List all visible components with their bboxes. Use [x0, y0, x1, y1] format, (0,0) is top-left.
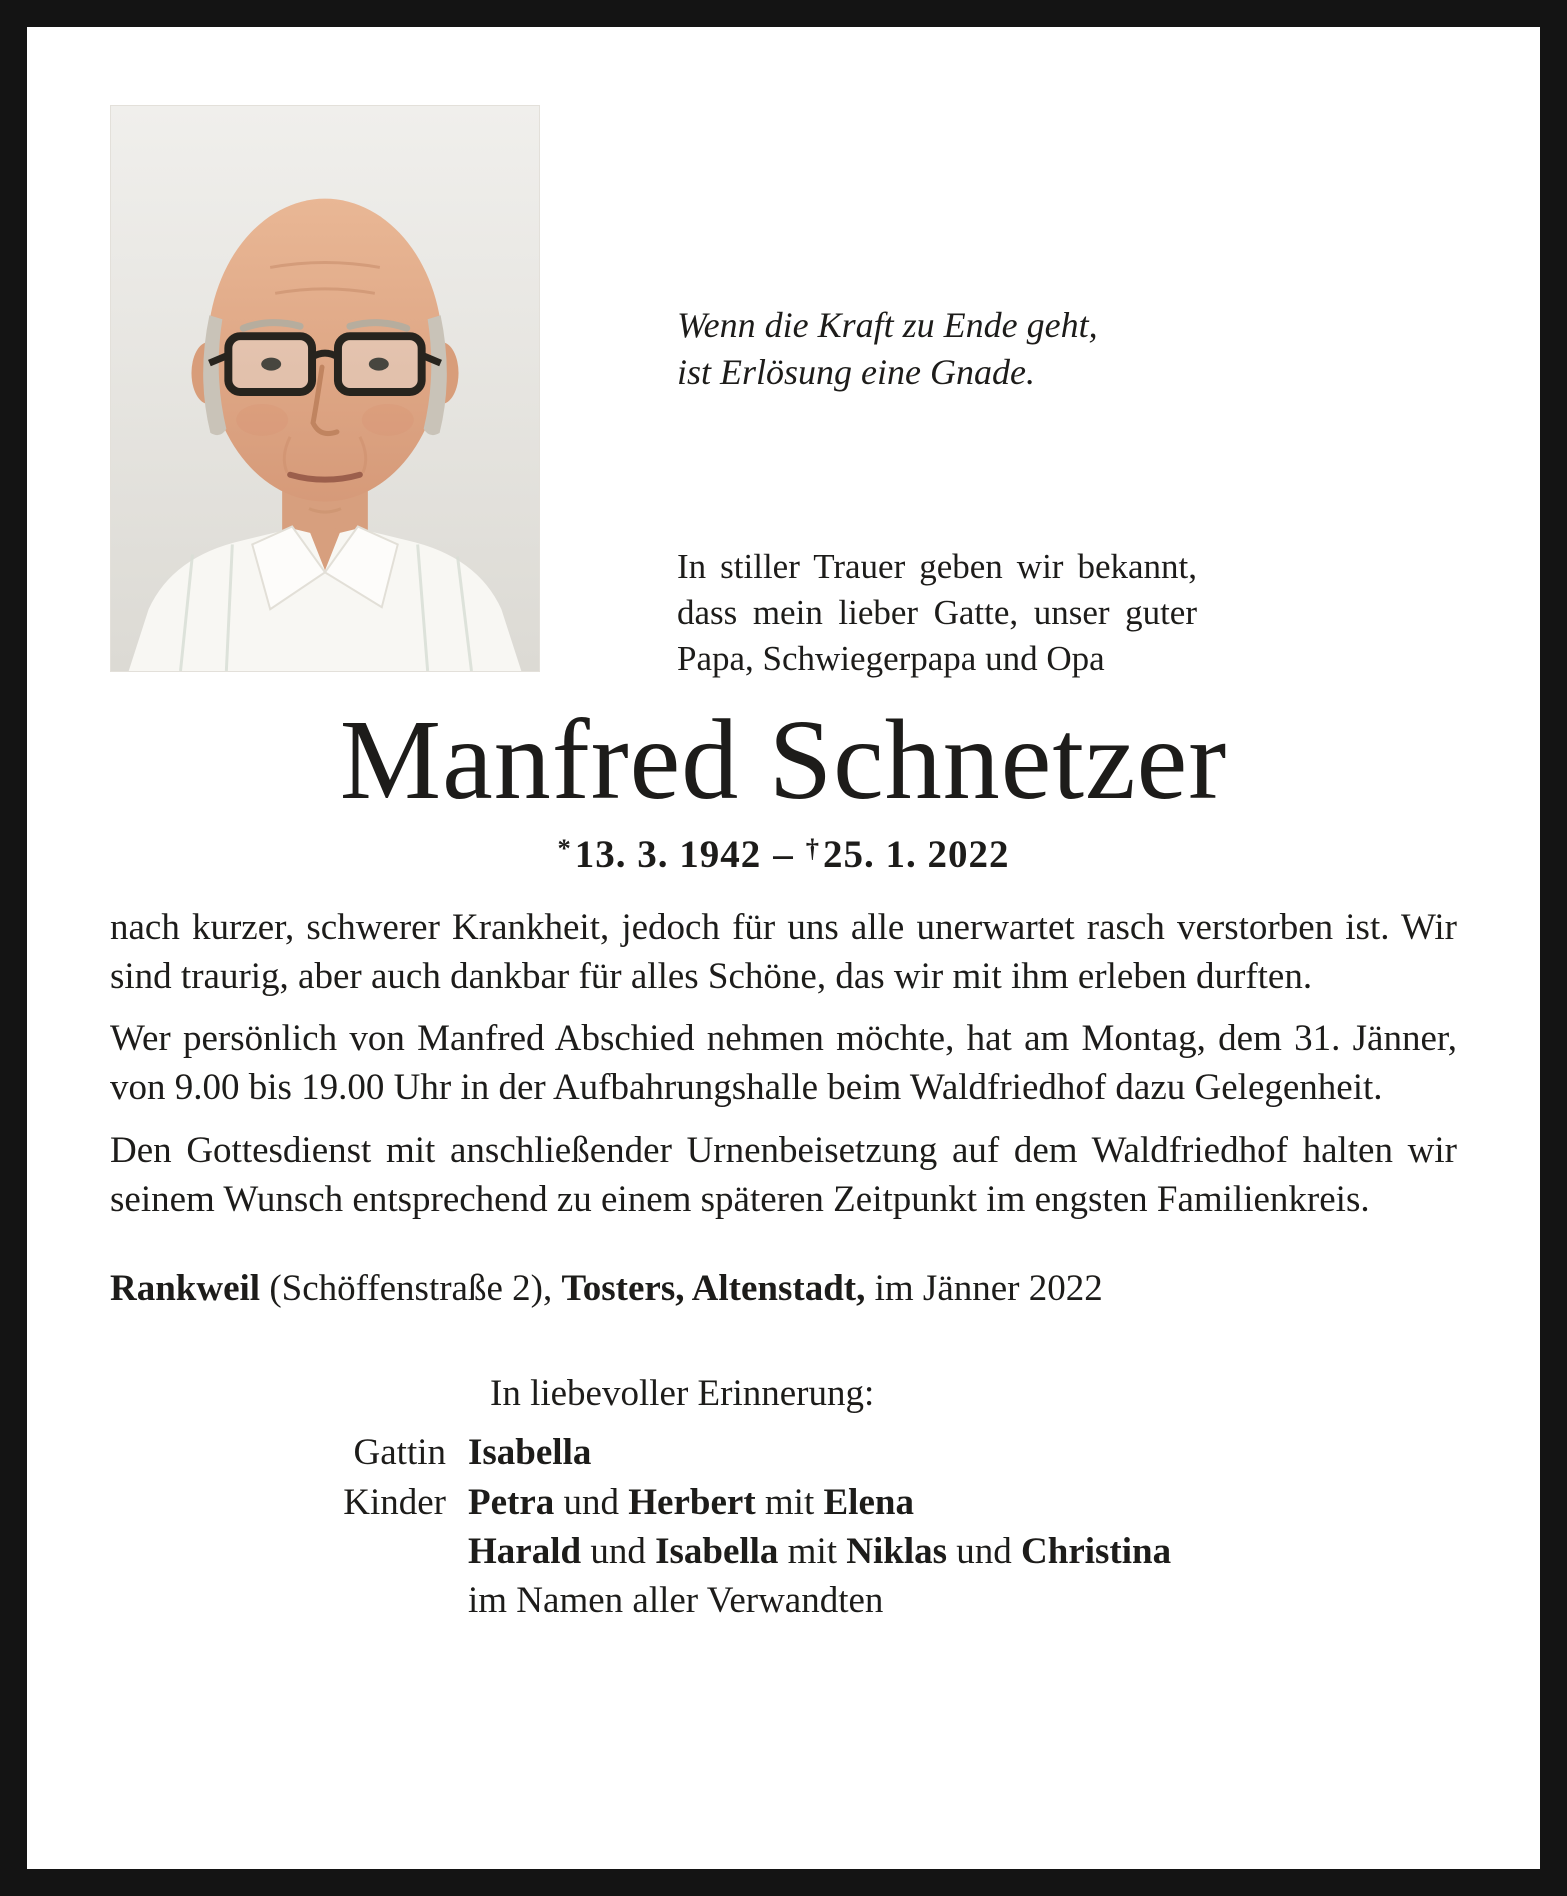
family-names	[468, 1576, 1457, 1625]
family-member-name: Herbert	[628, 1481, 756, 1523]
place-address: (Schöffenstraße 2),	[269, 1268, 553, 1310]
portrait-illustration	[111, 106, 539, 671]
place-town: Rankweil	[110, 1268, 261, 1310]
death-symbol: †	[805, 832, 821, 863]
body-paragraph-3: Den Gottesdienst mit anschließender Urnenbeisetzung auf dem Waldfriedhof halten wir seinem Wunsch entsprechend zu einem späteren Zeitpunkt im engsten Familienkreis.	[110, 1129, 1457, 1220]
places-date: im Jänner 2022	[874, 1268, 1103, 1310]
quote-line-2: ist Erlösung eine Gnade.	[677, 351, 1035, 392]
birth-symbol: *	[557, 832, 572, 863]
family-connector-text: und	[581, 1530, 656, 1572]
family-member-name: Elena	[823, 1481, 914, 1523]
family-names	[468, 1527, 1457, 1576]
family-list	[110, 1428, 1457, 1625]
family-member-name: Petra	[468, 1481, 555, 1523]
family-names	[468, 1428, 1457, 1477]
announcement-text: In stiller Trauer geben wir bekannt, dass mein lieber Gatte, unser guter Papa, Schwiegerpapa und Opa	[677, 546, 1197, 678]
body-paragraph-1: nach kurzer, schwerer Krankheit, jedoch für uns alle unerwartet rasch verstorben ist. Wir sind traurig, aber auch dankbar für alles Schöne, das wir mit ihm erleben durften.	[110, 906, 1457, 998]
memory-section	[110, 1369, 1457, 1625]
deceased-name: Manfred Schnetzer	[339, 696, 1228, 824]
birth-date: 13. 3. 1942	[574, 832, 762, 876]
family-connector-text: mit	[755, 1481, 824, 1523]
quote-line-1: Wenn die Kraft zu Ende geht,	[677, 305, 1098, 345]
family-member-name: Christina	[1021, 1530, 1172, 1572]
family-member-name: Niklas	[846, 1530, 948, 1572]
family-member-name: Harald	[468, 1530, 582, 1572]
family-connector-text: im Namen aller Verwandten	[468, 1580, 884, 1622]
family-connector-text: mit	[778, 1530, 847, 1572]
place-towns: Tosters, Altenstadt,	[561, 1268, 866, 1310]
life-dates	[110, 832, 1457, 877]
family-role	[110, 1576, 468, 1625]
family-role: Gattin	[353, 1432, 446, 1474]
family-row	[110, 1576, 1457, 1625]
family-member-name: Isabella	[468, 1432, 592, 1474]
body-paragraph-2: Wer persönlich von Manfred Abschied nehmen möchte, hat am Montag, dem 31. Jänner, von 9.00 bis 19.00 Uhr in der Aufbahrungshalle beim Waldfriedhof dazu Gelegenheit.	[110, 1018, 1457, 1109]
family-row	[110, 1478, 1457, 1527]
family-role	[110, 1527, 468, 1576]
obituary-content	[27, 27, 1540, 1869]
top-section	[110, 105, 1457, 682]
right-column	[677, 105, 1197, 682]
family-role: Kinder	[343, 1481, 446, 1523]
places-line	[110, 1264, 1457, 1313]
family-connector-text: und	[947, 1530, 1022, 1572]
memorial-quote	[677, 302, 1197, 396]
family-names	[468, 1478, 1457, 1527]
remembrance-line: In liebevoller Erinnerung:	[490, 1373, 875, 1415]
family-member-name: Isabella	[655, 1530, 779, 1572]
death-date: 25. 1. 2022	[823, 832, 1010, 876]
family-row	[110, 1527, 1457, 1576]
body-text	[110, 903, 1457, 1224]
family-connector-text: und	[554, 1481, 629, 1523]
family-row	[110, 1428, 1457, 1477]
portrait-photo	[110, 105, 540, 672]
dates-separator: –	[773, 832, 794, 876]
